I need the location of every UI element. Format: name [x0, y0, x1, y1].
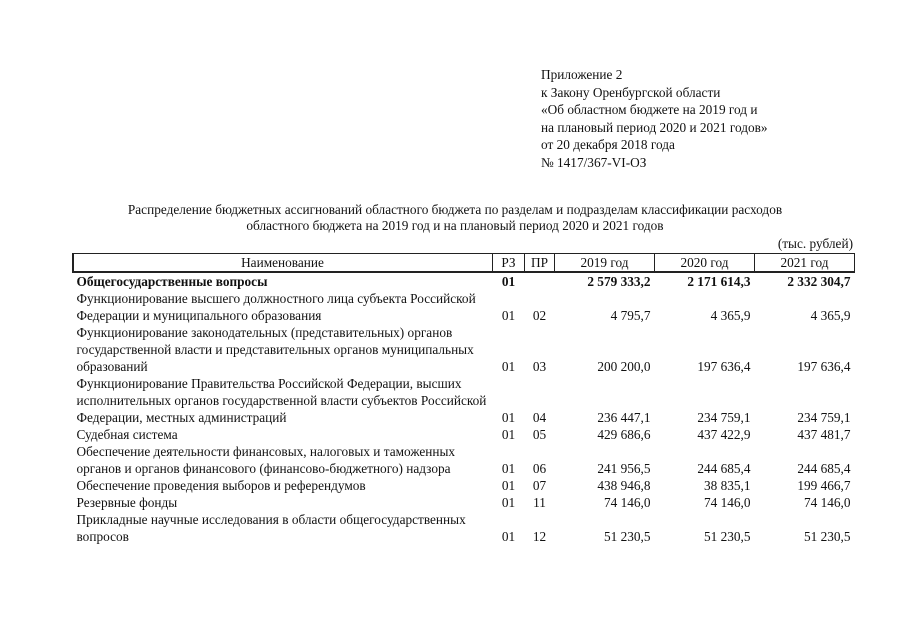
row-2019-cell: 429 686,6: [597, 427, 651, 442]
row-rz-cell: 01: [501, 478, 516, 493]
title-line-1: Распределение бюджетных ассигнований областного бюджета по разделам и подразделам классификации расходов: [127, 202, 783, 217]
row-2021-cell: 234 759,1: [797, 410, 851, 425]
appendix-line: к Закону Оренбургской области: [541, 84, 721, 100]
row-2020-cell: 51 230,5: [703, 529, 751, 544]
row-2021-cell: 437 481,7: [797, 427, 851, 442]
appendix-line: от 20 декабря 2018 года: [541, 137, 675, 153]
table-row: [73, 375, 855, 426]
title-line-2: областного бюджета на 2019 год и на плановый период 2020 и 2021 годов: [246, 218, 664, 233]
row-pr-cell: 02: [532, 308, 547, 323]
row-pr-cell: 06: [532, 461, 547, 476]
row-2021-cell: 197 636,4: [797, 359, 851, 374]
row-pr-cell: 12: [532, 529, 547, 544]
header-rz: РЗ: [493, 254, 525, 273]
row-2019-cell: 236 447,1: [597, 410, 651, 425]
row-2020-cell: 74 146,0: [703, 495, 751, 510]
header-2021: 2021 год: [755, 254, 855, 273]
row-rz-cell: 01: [501, 274, 516, 289]
row-name-cell: Резервные фонды: [76, 495, 178, 510]
row-rz-cell: 01: [501, 410, 516, 425]
row-2019-cell: 2 579 333,2: [587, 274, 651, 289]
table-row: [73, 477, 855, 494]
table-row: [73, 511, 855, 545]
row-rz-cell: 01: [501, 359, 516, 374]
row-2020-cell: 197 636,4: [697, 359, 751, 374]
row-pr-cell: 07: [532, 478, 547, 493]
document-title: [60, 202, 850, 234]
row-2020-cell: 244 685,4: [697, 461, 751, 476]
table-body: [73, 272, 855, 545]
row-name-cell: Функционирование высшего должностного лица субъекта Российской Федерации и муниципального образования: [76, 291, 476, 323]
row-rz-cell: 01: [501, 529, 516, 544]
table-header-row: [73, 254, 855, 273]
appendix-block: [541, 66, 768, 172]
row-2021-cell: 244 685,4: [797, 461, 851, 476]
appendix-line: на плановый период 2020 и 2021 годов»: [541, 119, 768, 135]
budget-table: [72, 253, 855, 545]
row-2020-cell: 4 365,9: [710, 308, 751, 323]
row-pr-cell: 04: [532, 410, 547, 425]
header-pr: ПР: [525, 254, 555, 273]
header-2019: 2019 год: [555, 254, 655, 273]
row-rz-cell: 01: [501, 308, 516, 323]
row-pr-cell: 11: [533, 495, 546, 510]
row-name-cell: Судебная система: [76, 427, 178, 442]
row-rz-cell: 01: [501, 461, 516, 476]
row-2019-cell: 438 946,8: [597, 478, 651, 493]
row-2020-cell: 234 759,1: [697, 410, 751, 425]
row-2019-cell: 74 146,0: [603, 495, 651, 510]
row-2019-cell: 241 956,5: [597, 461, 651, 476]
table-row: [73, 324, 855, 375]
row-2019-cell: 51 230,5: [603, 529, 651, 544]
row-rz-cell: 01: [501, 495, 516, 510]
row-pr-cell: 05: [532, 427, 547, 442]
table-row: [73, 443, 855, 477]
table-row: [73, 426, 855, 443]
row-2021-cell: 74 146,0: [803, 495, 851, 510]
row-pr-cell: [525, 272, 555, 290]
row-name-cell: Прикладные научные исследования в области общегосударственных вопросов: [76, 512, 466, 544]
table-row: [73, 272, 855, 290]
row-2021-cell: 51 230,5: [803, 529, 851, 544]
row-name-cell: Общегосударственные вопросы: [76, 274, 268, 289]
row-2021-cell: 4 365,9: [810, 308, 851, 323]
appendix-line: № 1417/367-VI-ОЗ: [541, 154, 647, 170]
row-rz-cell: 01: [501, 427, 516, 442]
row-name-cell: Функционирование Правительства Российской Федерации, высших исполнительных органов государственной власти субъектов Российской Федерации, местных администраций: [76, 376, 487, 425]
row-2020-cell: 2 171 614,3: [687, 274, 751, 289]
header-name: Наименование: [73, 254, 493, 273]
table-row: [73, 290, 855, 324]
row-2021-cell: 2 332 304,7: [787, 274, 851, 289]
appendix-line: Приложение 2: [541, 67, 623, 82]
table-row: [73, 494, 855, 511]
row-name-cell: Обеспечение деятельности финансовых, налоговых и таможенных органов и органов финансового (финансово-бюджетного) надзора: [76, 444, 456, 476]
row-2021-cell: 199 466,7: [797, 478, 851, 493]
row-2020-cell: 437 422,9: [697, 427, 751, 442]
row-2019-cell: 200 200,0: [597, 359, 651, 374]
row-name-cell: Функционирование законодательных (представительных) органов государственной власти и представительных органов муниципальных образований: [76, 325, 474, 374]
row-name-cell: Обеспечение проведения выборов и референдумов: [76, 478, 366, 493]
appendix-line: «Об областном бюджете на 2019 год и: [541, 102, 758, 118]
row-2019-cell: 4 795,7: [610, 308, 651, 323]
units-label: (тыс. рублей): [777, 236, 853, 251]
row-pr-cell: 03: [532, 359, 547, 374]
row-2020-cell: 38 835,1: [703, 478, 751, 493]
header-2020: 2020 год: [655, 254, 755, 273]
